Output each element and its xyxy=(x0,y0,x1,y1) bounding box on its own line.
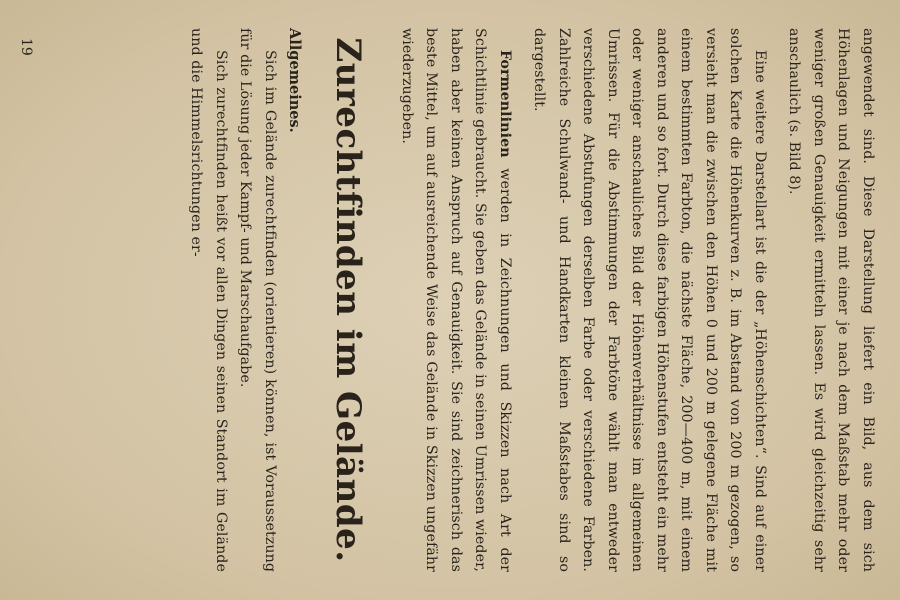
keyword-formlinien: Formenlinien xyxy=(497,50,513,158)
subheading-allgemeines: Allgemeines. xyxy=(286,28,304,133)
paragraph-allgemein-2: Sich zurechtfinden heißt vor allen Dingen seinen Standort im Gelände und die Himmelsrichtungen er- xyxy=(188,28,229,572)
paragraph-continuation: angewendet sind. Diese Darstellung liefert ein Bild, aus dem sich Höhenlagen und Neigungen mit einer je nach dem Maßstab mehr oder weniger großen Genauigkeit ermitteln lassen. Es wird gleichzeitig sehr anschaulich (s. Bild 8). xyxy=(786,28,876,572)
paragraph-gap xyxy=(517,28,527,572)
paragraph-gap xyxy=(772,28,782,572)
paragraph-hoehenschichten: Eine weitere Darstellart ist die der „Höhenschichten“. Sind auf einer solchen Karte die Höhenkurven z. B. im Abstand von 200 m gezogen, so versieht man die zwischen den Höhen 0 und 200 m gelegene Fläche mit einem bestimmten Farbton, die nächste Fläche, 200—400 m, mit einem anderen und so fort. Durch diese farbigen Höhenstufen entsteht ein mehr oder weniger anschauliches Bild der Höhenverhältnisse im allgemeinen Umrissen. Für die Abstimmungen der Farbtöne wählt man entweder verschiedene Abstufungen derselben Farbe oder verschiedene Farben. Zahlreiche Schulwand- und Handkarten kleinen Maßstabes sind so dargestellt. xyxy=(531,28,768,572)
paragraph-formlinien xyxy=(395,28,518,572)
page-number: 19 xyxy=(18,38,34,56)
paragraph-allgemein-1: Sich im Gelände zurechtfinden (orientieren) können, ist Voraussetzung für die Lösung jeder Kampf- und Marschaufgabe. xyxy=(237,28,278,572)
section-heading: Zurechtfinden im Gelände. xyxy=(328,37,369,563)
paragraph-formlinien-text: werden in Zeichnungen und Skizzen nach Art der Schichtlinie gebraucht. Sie geben das Gelände in seinen Umrissen wieder, haben aber keinen Anspruch auf Genauigkeit. Sie sind zeichnerisch das beste Mittel, um auf ausreichende Weise das Gelände in Skizzen ungefähr wiederzugeben. xyxy=(399,28,513,572)
